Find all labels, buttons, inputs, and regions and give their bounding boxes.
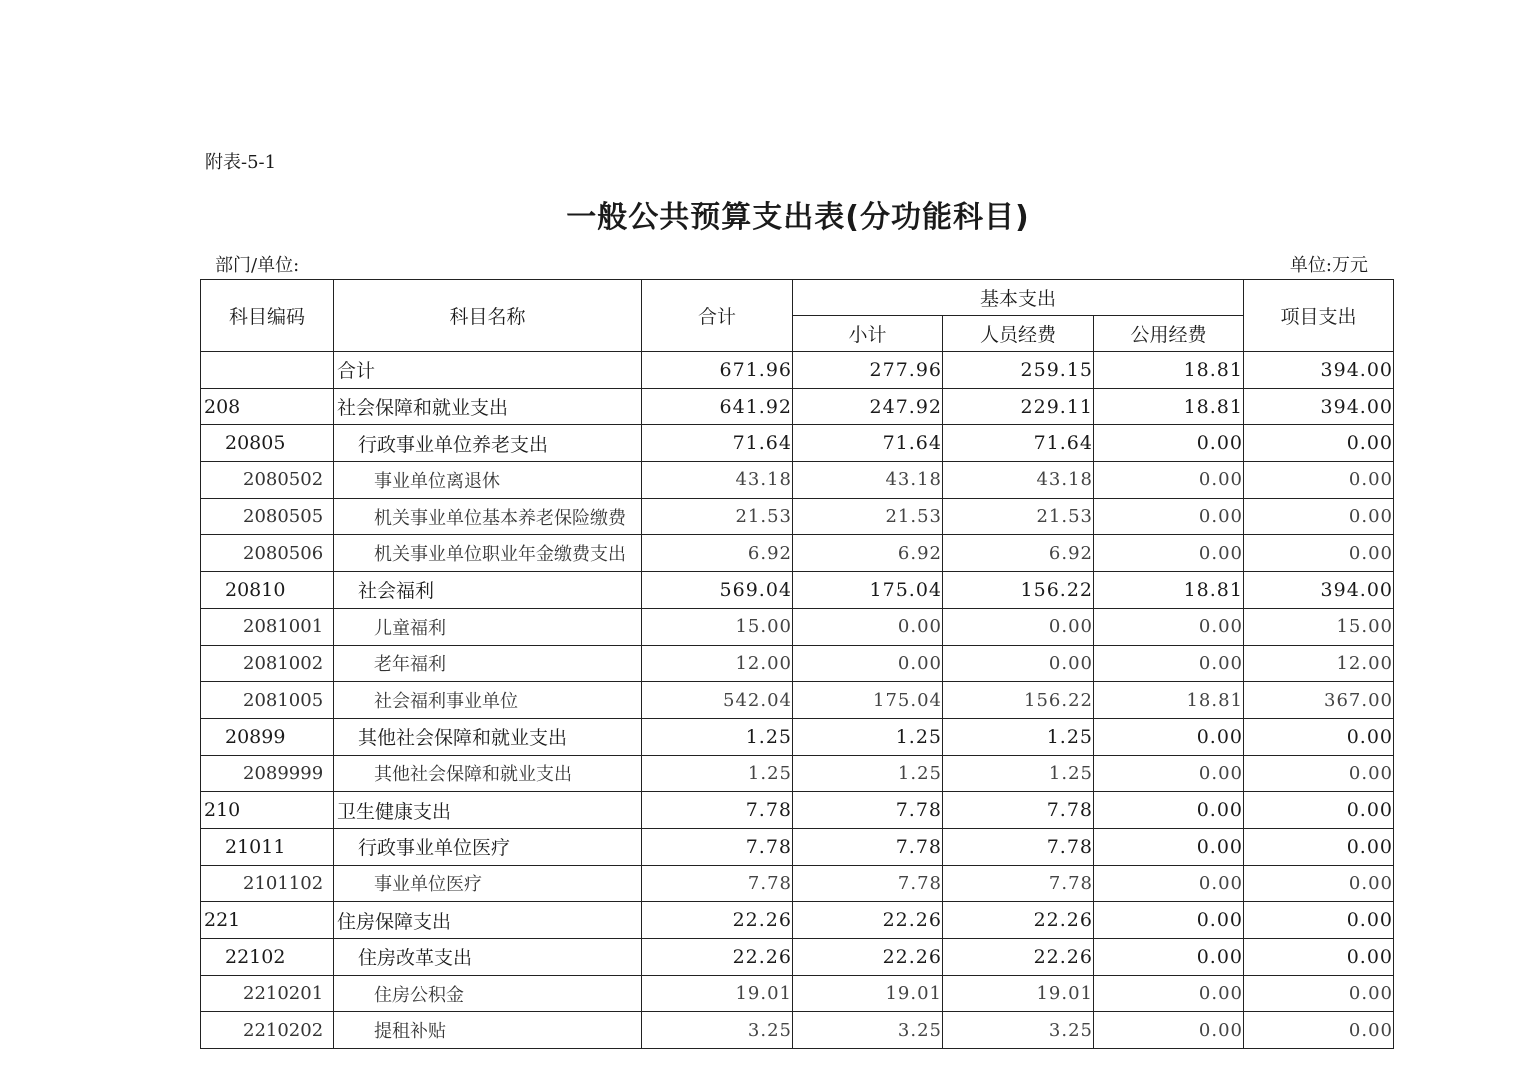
cell-subtotal: 0.00	[793, 645, 943, 682]
cell-project: 394.00	[1244, 388, 1394, 425]
header-code: 科目编码	[201, 280, 334, 352]
cell-code: 2080505	[201, 498, 334, 535]
cell-subtotal: 7.78	[793, 865, 943, 902]
cell-name: 事业单位离退休	[334, 462, 642, 499]
cell-personnel: 43.18	[943, 462, 1094, 499]
table-row	[201, 608, 1394, 645]
cell-code	[201, 352, 334, 389]
cell-subtotal: 7.78	[793, 828, 943, 865]
cell-personnel: 22.26	[943, 902, 1094, 939]
cell-personnel: 0.00	[943, 645, 1094, 682]
table-row	[201, 645, 1394, 682]
cell-name: 其他社会保障和就业支出	[334, 755, 642, 792]
cell-public: 0.00	[1094, 828, 1244, 865]
cell-personnel: 3.25	[943, 1012, 1094, 1049]
table-row	[201, 1012, 1394, 1049]
cell-project: 0.00	[1244, 1012, 1394, 1049]
table-row	[201, 682, 1394, 719]
cell-personnel: 7.78	[943, 865, 1094, 902]
cell-personnel: 259.15	[943, 352, 1094, 389]
cell-project: 0.00	[1244, 975, 1394, 1012]
table-row	[201, 535, 1394, 572]
cell-code: 2210201	[201, 975, 334, 1012]
table-row	[201, 902, 1394, 939]
cell-project: 394.00	[1244, 572, 1394, 609]
cell-subtotal: 175.04	[793, 682, 943, 719]
cell-total: 6.92	[642, 535, 793, 572]
cell-personnel: 7.78	[943, 828, 1094, 865]
cell-personnel: 19.01	[943, 975, 1094, 1012]
cell-public: 18.81	[1094, 388, 1244, 425]
cell-project: 0.00	[1244, 535, 1394, 572]
cell-public: 0.00	[1094, 755, 1244, 792]
cell-name: 社会福利事业单位	[334, 682, 642, 719]
header-name: 科目名称	[334, 280, 642, 352]
cell-subtotal: 1.25	[793, 718, 943, 755]
header-total: 合计	[642, 280, 793, 352]
cell-code: 21011	[201, 828, 334, 865]
cell-code: 22102	[201, 939, 334, 976]
cell-name: 社会福利	[334, 572, 642, 609]
cell-project: 0.00	[1244, 718, 1394, 755]
cell-subtotal: 7.78	[793, 792, 943, 829]
cell-code: 20899	[201, 718, 334, 755]
cell-personnel: 156.22	[943, 682, 1094, 719]
cell-code: 210	[201, 792, 334, 829]
cell-project: 0.00	[1244, 792, 1394, 829]
cell-public: 18.81	[1094, 682, 1244, 719]
cell-total: 19.01	[642, 975, 793, 1012]
department-label: 部门/单位:	[215, 255, 300, 276]
cell-name: 其他社会保障和就业支出	[334, 718, 642, 755]
cell-name: 住房改革支出	[334, 939, 642, 976]
cell-public: 18.81	[1094, 352, 1244, 389]
cell-code: 2081002	[201, 645, 334, 682]
cell-subtotal: 277.96	[793, 352, 943, 389]
table-row	[201, 975, 1394, 1012]
cell-personnel: 22.26	[943, 939, 1094, 976]
cell-subtotal: 43.18	[793, 462, 943, 499]
cell-public: 0.00	[1094, 718, 1244, 755]
cell-subtotal: 0.00	[793, 608, 943, 645]
cell-code: 20805	[201, 425, 334, 462]
table-row	[201, 388, 1394, 425]
header-personnel: 人员经费	[943, 316, 1094, 352]
cell-total: 7.78	[642, 865, 793, 902]
table-row	[201, 792, 1394, 829]
cell-public: 0.00	[1094, 939, 1244, 976]
cell-personnel: 156.22	[943, 572, 1094, 609]
cell-name: 住房保障支出	[334, 902, 642, 939]
cell-total: 71.64	[642, 425, 793, 462]
cell-personnel: 1.25	[943, 755, 1094, 792]
cell-project: 0.00	[1244, 939, 1394, 976]
header-project: 项目支出	[1244, 280, 1394, 352]
table-row	[201, 828, 1394, 865]
cell-personnel: 21.53	[943, 498, 1094, 535]
cell-code: 2080502	[201, 462, 334, 499]
cell-project: 0.00	[1244, 462, 1394, 499]
cell-name: 社会保障和就业支出	[334, 388, 642, 425]
cell-total: 7.78	[642, 792, 793, 829]
cell-name: 合计	[334, 352, 642, 389]
cell-public: 0.00	[1094, 865, 1244, 902]
cell-public: 0.00	[1094, 498, 1244, 535]
cell-project: 0.00	[1244, 755, 1394, 792]
budget-table	[200, 279, 1394, 1049]
cell-project: 0.00	[1244, 865, 1394, 902]
cell-total: 3.25	[642, 1012, 793, 1049]
table-row	[201, 865, 1394, 902]
cell-name: 行政事业单位医疗	[334, 828, 642, 865]
table-row	[201, 498, 1394, 535]
cell-public: 0.00	[1094, 645, 1244, 682]
cell-public: 0.00	[1094, 462, 1244, 499]
cell-personnel: 229.11	[943, 388, 1094, 425]
cell-code: 2101102	[201, 865, 334, 902]
cell-total: 43.18	[642, 462, 793, 499]
cell-total: 671.96	[642, 352, 793, 389]
cell-name: 住房公积金	[334, 975, 642, 1012]
cell-public: 18.81	[1094, 572, 1244, 609]
cell-public: 0.00	[1094, 608, 1244, 645]
cell-project: 367.00	[1244, 682, 1394, 719]
cell-personnel: 71.64	[943, 425, 1094, 462]
cell-public: 0.00	[1094, 535, 1244, 572]
cell-project: 0.00	[1244, 828, 1394, 865]
cell-name: 机关事业单位职业年金缴费支出	[334, 535, 642, 572]
cell-name: 机关事业单位基本养老保险缴费	[334, 498, 642, 535]
cell-total: 21.53	[642, 498, 793, 535]
cell-code: 20810	[201, 572, 334, 609]
table-row	[201, 939, 1394, 976]
cell-total: 1.25	[642, 755, 793, 792]
cell-total: 12.00	[642, 645, 793, 682]
cell-personnel: 0.00	[943, 608, 1094, 645]
cell-public: 0.00	[1094, 425, 1244, 462]
cell-name: 行政事业单位养老支出	[334, 425, 642, 462]
cell-public: 0.00	[1094, 902, 1244, 939]
cell-project: 0.00	[1244, 498, 1394, 535]
cell-project: 12.00	[1244, 645, 1394, 682]
cell-subtotal: 175.04	[793, 572, 943, 609]
cell-total: 7.78	[642, 828, 793, 865]
cell-total: 22.26	[642, 902, 793, 939]
cell-name: 卫生健康支出	[334, 792, 642, 829]
cell-public: 0.00	[1094, 975, 1244, 1012]
cell-personnel: 6.92	[943, 535, 1094, 572]
cell-code: 2089999	[201, 755, 334, 792]
page-title: 一般公共预算支出表(分功能科目)	[566, 200, 1030, 235]
cell-total: 15.00	[642, 608, 793, 645]
cell-total: 22.26	[642, 939, 793, 976]
table-row	[201, 462, 1394, 499]
cell-subtotal: 247.92	[793, 388, 943, 425]
cell-name: 儿童福利	[334, 608, 642, 645]
cell-total: 542.04	[642, 682, 793, 719]
cell-total: 641.92	[642, 388, 793, 425]
table-row	[201, 352, 1394, 389]
annex-label: 附表-5-1	[205, 152, 277, 173]
cell-subtotal: 22.26	[793, 939, 943, 976]
cell-public: 0.00	[1094, 792, 1244, 829]
cell-code: 2081001	[201, 608, 334, 645]
table-row	[201, 572, 1394, 609]
header-public: 公用经费	[1094, 316, 1244, 352]
cell-total: 569.04	[642, 572, 793, 609]
cell-subtotal: 21.53	[793, 498, 943, 535]
cell-project: 15.00	[1244, 608, 1394, 645]
cell-subtotal: 6.92	[793, 535, 943, 572]
table-row	[201, 755, 1394, 792]
cell-subtotal: 1.25	[793, 755, 943, 792]
cell-code: 2081005	[201, 682, 334, 719]
cell-code: 2210202	[201, 1012, 334, 1049]
cell-name: 提租补贴	[334, 1012, 642, 1049]
cell-subtotal: 3.25	[793, 1012, 943, 1049]
cell-code: 208	[201, 388, 334, 425]
cell-personnel: 7.78	[943, 792, 1094, 829]
table-row	[201, 718, 1394, 755]
cell-public: 0.00	[1094, 1012, 1244, 1049]
cell-project: 0.00	[1244, 425, 1394, 462]
cell-name: 事业单位医疗	[334, 865, 642, 902]
cell-name: 老年福利	[334, 645, 642, 682]
cell-project: 394.00	[1244, 352, 1394, 389]
cell-project: 0.00	[1244, 902, 1394, 939]
table-body	[201, 352, 1394, 1049]
header-subtotal: 小计	[793, 316, 943, 352]
cell-subtotal: 19.01	[793, 975, 943, 1012]
cell-subtotal: 71.64	[793, 425, 943, 462]
cell-code: 2080506	[201, 535, 334, 572]
header-basic: 基本支出	[793, 280, 1244, 316]
cell-code: 221	[201, 902, 334, 939]
unit-label: 单位:万元	[1289, 255, 1368, 276]
cell-total: 1.25	[642, 718, 793, 755]
cell-personnel: 1.25	[943, 718, 1094, 755]
cell-subtotal: 22.26	[793, 902, 943, 939]
table-row	[201, 425, 1394, 462]
